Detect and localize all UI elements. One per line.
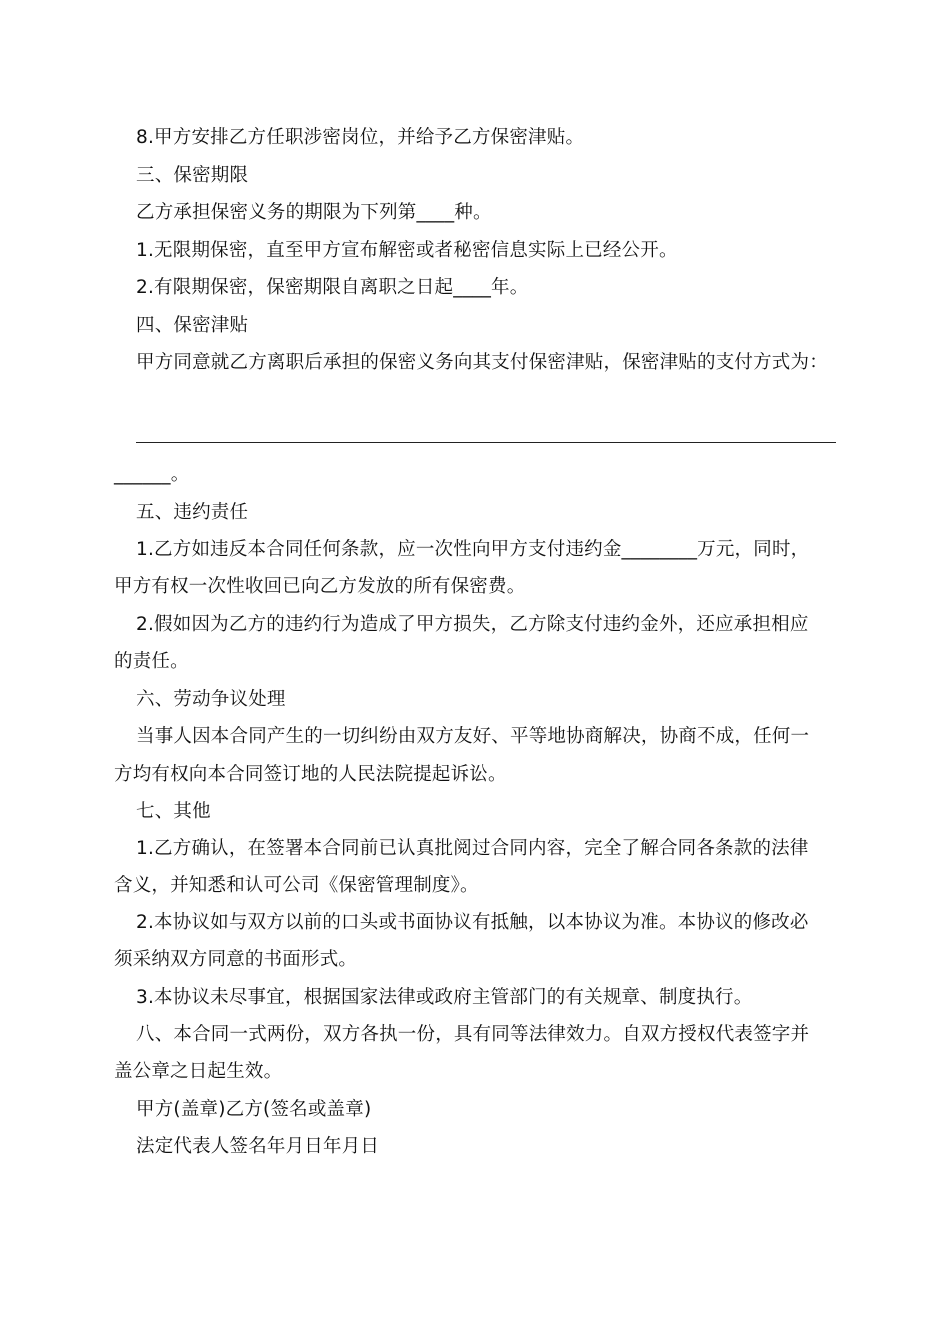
blank-fill-line — [136, 442, 836, 443]
period-option-2: 2.有限期保密，保密期限自离职之日起____年。 — [136, 277, 529, 298]
liability-clause-1-line-1: 1.乙方如违反本合同任何条款，应一次性向甲方支付违约金________万元，同时， — [136, 539, 810, 560]
liability-clause-2-line-2: 的责任。 — [114, 651, 189, 672]
other-clause-1-line-1: 1.乙方确认，在签署本合同前已认真批阅过合同内容，完全了解合同各条款的法律 — [136, 838, 809, 859]
section-heading-liability: 五、违约责任 — [136, 502, 249, 523]
section-8-line-2: 盖公章之日起生效。 — [114, 1061, 283, 1082]
other-clause-1-line-2: 含义，并知悉和认可公司《保密管理制度》。 — [114, 875, 479, 896]
other-clause-2-line-2: 须采纳双方同意的书面形式。 — [114, 949, 358, 970]
period-option-1: 1.无限期保密，直至甲方宣布解密或者秘密信息实际上已经公开。 — [136, 240, 678, 261]
section-heading-allowance: 四、保密津贴 — [136, 315, 249, 336]
signature-date-line: 法定代表人签名年月日年月日 — [136, 1136, 380, 1157]
section-8-line-1: 八、本合同一式两份，双方各执一份，具有同等法律效力。自双方授权代表签字并 — [136, 1024, 810, 1045]
clause-8-text: 8.甲方安排乙方任职涉密岗位，并给予乙方保密津贴。 — [136, 127, 585, 148]
paragraph-period-choice: 乙方承担保密义务的期限为下列第____种。 — [136, 202, 492, 223]
liability-clause-1-line-2: 甲方有权一次性收回已向乙方发放的所有保密费。 — [114, 576, 526, 597]
blank-fill-end: ______。 — [114, 464, 190, 485]
signature-parties: 甲方(盖章)乙方(签名或盖章) — [136, 1099, 372, 1120]
dispute-line-2: 方均有权向本合同签订地的人民法院提起诉讼。 — [114, 764, 507, 785]
paragraph-allowance: 甲方同意就乙方离职后承担的保密义务向其支付保密津贴，保密津贴的支付方式为： — [136, 352, 828, 373]
other-clause-2-line-1: 2.本协议如与双方以前的口头或书面协议有抵触，以本协议为准。本协议的修改必 — [136, 912, 809, 933]
section-heading-other: 七、其他 — [136, 801, 211, 822]
section-heading-confidentiality-period: 三、保密期限 — [136, 165, 249, 186]
section-heading-dispute: 六、劳动争议处理 — [136, 689, 286, 710]
dispute-line-1: 当事人因本合同产生的一切纠纷由双方友好、平等地协商解决，协商不成，任何一 — [136, 726, 810, 747]
other-clause-3: 3.本协议未尽事宜，根据国家法律或政府主管部门的有关规章、制度执行。 — [136, 987, 753, 1008]
liability-clause-2-line-1: 2.假如因为乙方的违约行为造成了甲方损失，乙方除支付违约金外，还应承担相应 — [136, 614, 809, 635]
